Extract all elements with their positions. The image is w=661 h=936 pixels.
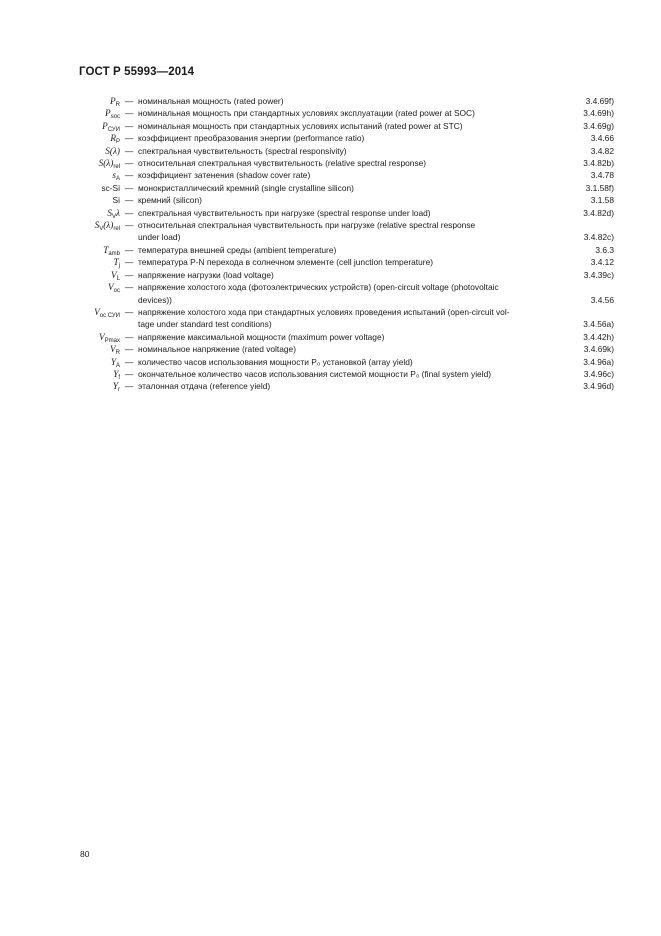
clause-reference: 3.4.69h) — [583, 108, 614, 119]
description-text: напряжение максимальной мощности (maximum power voltage) — [138, 331, 385, 342]
em-dash: — — [124, 257, 134, 268]
description-text: относительная спектральная чувствительность при нагрузке (relative spectral response — [138, 220, 476, 231]
description-text: кремний (silicon) — [138, 195, 202, 206]
clause-reference: 3.4.82c) — [583, 232, 614, 243]
clause-reference: 3.1.58f) — [585, 182, 614, 193]
em-dash: — — [124, 170, 134, 181]
symbol-entry — [80, 380, 614, 392]
em-dash: — — [124, 269, 134, 280]
description-text: количество часов использования мощности P₀ установкой (array yield) — [138, 356, 413, 367]
description-text: напряжение холостого хода при стандартных условиях проведения испытаний (open-circuit vol- — [138, 306, 510, 317]
description-text: спектральная чувствительность при нагрузке (spectral response under load) — [138, 207, 431, 218]
description-text: tage under standard test conditions) — [138, 319, 272, 330]
symbol: $P_{soc}$ — [105, 108, 120, 121]
symbol-description — [136, 356, 614, 368]
clause-reference: 3.4.78 — [590, 170, 614, 181]
clause-reference: 3.4.69k) — [583, 344, 614, 355]
em-dash: — — [124, 356, 134, 367]
clause-reference: 3.4.56 — [590, 294, 614, 305]
description-text: окончательное количество часов использования системой мощности P₀ (final system yield) — [138, 368, 492, 379]
symbol-description — [136, 306, 614, 331]
em-dash: — — [124, 331, 134, 342]
em-dash: — — [124, 244, 134, 255]
symbol-entry — [80, 207, 614, 219]
clause-reference: 3.4.82d) — [583, 207, 614, 218]
symbol-entry — [80, 281, 614, 306]
em-dash: — — [124, 96, 134, 106]
symbol-entry — [80, 157, 614, 169]
symbol: sc-Si — [101, 182, 120, 193]
em-dash: — — [124, 120, 134, 131]
description-text: under load) — [138, 232, 181, 243]
em-dash: — — [124, 344, 134, 355]
symbol: $S_V\lambda$ — [107, 207, 120, 220]
em-dash: — — [124, 207, 134, 218]
clause-reference: 3.4.39c) — [583, 269, 614, 280]
symbol: $V_{Pmax}$ — [99, 331, 120, 344]
symbol-description — [136, 207, 614, 219]
symbol-entry — [80, 132, 614, 144]
em-dash: — — [124, 158, 134, 169]
symbol-entry — [80, 244, 614, 256]
symbol-description — [136, 380, 614, 392]
description-text: devices)) — [138, 294, 172, 305]
symbol-list — [80, 95, 614, 393]
description-text: относительная спектральная чувствительность (relative spectral response) — [138, 158, 427, 169]
description-text: коэффициент затенения (shadow cover rate) — [138, 170, 311, 181]
description-text: номинальное напряжение (rated voltage) — [138, 344, 296, 355]
em-dash: — — [124, 133, 134, 144]
symbol: $s_A$ — [112, 170, 120, 183]
em-dash: — — [124, 220, 134, 231]
description-text: номинальная мощность (rated power) — [138, 96, 284, 106]
symbol-description — [136, 281, 614, 306]
symbol: $T_j$ — [113, 257, 120, 270]
symbol-entry — [80, 219, 614, 244]
symbol: Si — [112, 195, 120, 206]
symbol-description — [136, 244, 614, 256]
symbol-entry — [80, 331, 614, 343]
symbol-entry — [80, 107, 614, 119]
symbol-entry — [80, 194, 614, 206]
symbol-description — [136, 145, 614, 157]
symbol-entry — [80, 95, 614, 107]
description-text: эталонная отдача (reference yield) — [138, 381, 271, 392]
em-dash: — — [124, 381, 134, 392]
symbol: $V_L$ — [111, 269, 120, 282]
symbol-description — [136, 219, 614, 244]
symbol: $S_V(\lambda)_{rel}$ — [94, 220, 120, 233]
symbol-description — [136, 331, 614, 343]
symbol: $V_R$ — [110, 344, 120, 357]
symbol-entry — [80, 356, 614, 368]
symbol-entry — [80, 182, 614, 194]
symbol-description — [136, 107, 614, 119]
symbol-description — [136, 256, 614, 268]
clause-reference: 3.4.82 — [590, 145, 614, 156]
symbol: $Y_A$ — [110, 356, 120, 369]
description-text: номинальная мощность при стандартных условиях испытаний (rated power at STC) — [138, 120, 463, 131]
em-dash: — — [124, 368, 134, 379]
description-text: температура внешней среды (ambient temperature) — [138, 244, 337, 255]
symbol: $T_{amb}$ — [103, 244, 120, 257]
description-text: монокристаллический кремний (single crystalline silicon) — [138, 182, 354, 193]
clause-reference: 3.4.12 — [590, 257, 614, 268]
symbol-entry — [80, 343, 614, 355]
clause-reference: 3.6.3 — [595, 244, 614, 255]
symbol: $V_{oc}$ — [108, 282, 120, 295]
page-number: 80 — [80, 849, 90, 859]
symbol-description — [136, 368, 614, 380]
symbol-entry — [80, 120, 614, 132]
description-text: напряжение нагрузки (load voltage) — [138, 269, 274, 280]
description-text: напряжение холостого хода (фотоэлектрических устройств) (open-circuit voltage (photovoltaic — [138, 282, 499, 293]
symbol-entry — [80, 269, 614, 281]
symbol-description — [136, 157, 614, 169]
symbol-description — [136, 95, 614, 107]
description-text: коэффициент преобразования энергии (performance ratio) — [138, 133, 365, 144]
description-text: температура P-N перехода в солнечном элементе (cell junction temperature) — [138, 257, 434, 268]
em-dash: — — [124, 282, 134, 293]
em-dash: — — [124, 108, 134, 119]
symbol-description — [136, 182, 614, 194]
symbol-description — [136, 269, 614, 281]
symbol-description — [136, 169, 614, 181]
symbol-description — [136, 132, 614, 144]
em-dash: — — [124, 195, 134, 206]
clause-reference: 3.4.42h) — [583, 331, 614, 342]
symbol: $R_P$ — [110, 133, 120, 146]
em-dash: — — [124, 182, 134, 193]
clause-reference: 3.4.96a) — [583, 356, 614, 367]
em-dash: — — [124, 306, 134, 317]
symbol: S(λ) — [105, 145, 120, 156]
symbol-entry — [80, 169, 614, 181]
clause-reference: 3.4.56a) — [583, 319, 614, 330]
description-text: номинальная мощность при стандартных условиях эксплуатации (rated power at SOC) — [138, 108, 475, 119]
symbol: $P_R$ — [110, 96, 120, 108]
em-dash: — — [124, 145, 134, 156]
symbol-entry — [80, 256, 614, 268]
clause-reference: 3.4.69f) — [585, 96, 614, 106]
symbol-description — [136, 194, 614, 206]
symbol: $S(\lambda)_{rel}$ — [98, 158, 120, 171]
symbol-entry — [80, 306, 614, 331]
symbol: $Y_r$ — [112, 381, 120, 394]
symbol-entry — [80, 368, 614, 380]
symbol: $V_{oc СУИ}$ — [94, 306, 120, 319]
document-header: ГОСТ Р 55993—2014 — [79, 66, 195, 78]
clause-reference: 3.4.96c) — [583, 368, 614, 379]
clause-reference: 3.4.66 — [590, 133, 614, 144]
symbol-description — [136, 120, 614, 132]
clause-reference: 3.4.69g) — [583, 120, 614, 131]
description-text: спектральная чувствительность (spectral responsivity) — [138, 145, 347, 156]
clause-reference: 3.1.58 — [590, 195, 614, 206]
symbol-entry — [80, 145, 614, 157]
symbol: $P_{СУИ}$ — [102, 120, 120, 133]
symbol-description — [136, 343, 614, 355]
clause-reference: 3.4.82b) — [583, 158, 614, 169]
symbol: $Y_f$ — [113, 368, 120, 381]
clause-reference: 3.4.96d) — [583, 381, 614, 392]
